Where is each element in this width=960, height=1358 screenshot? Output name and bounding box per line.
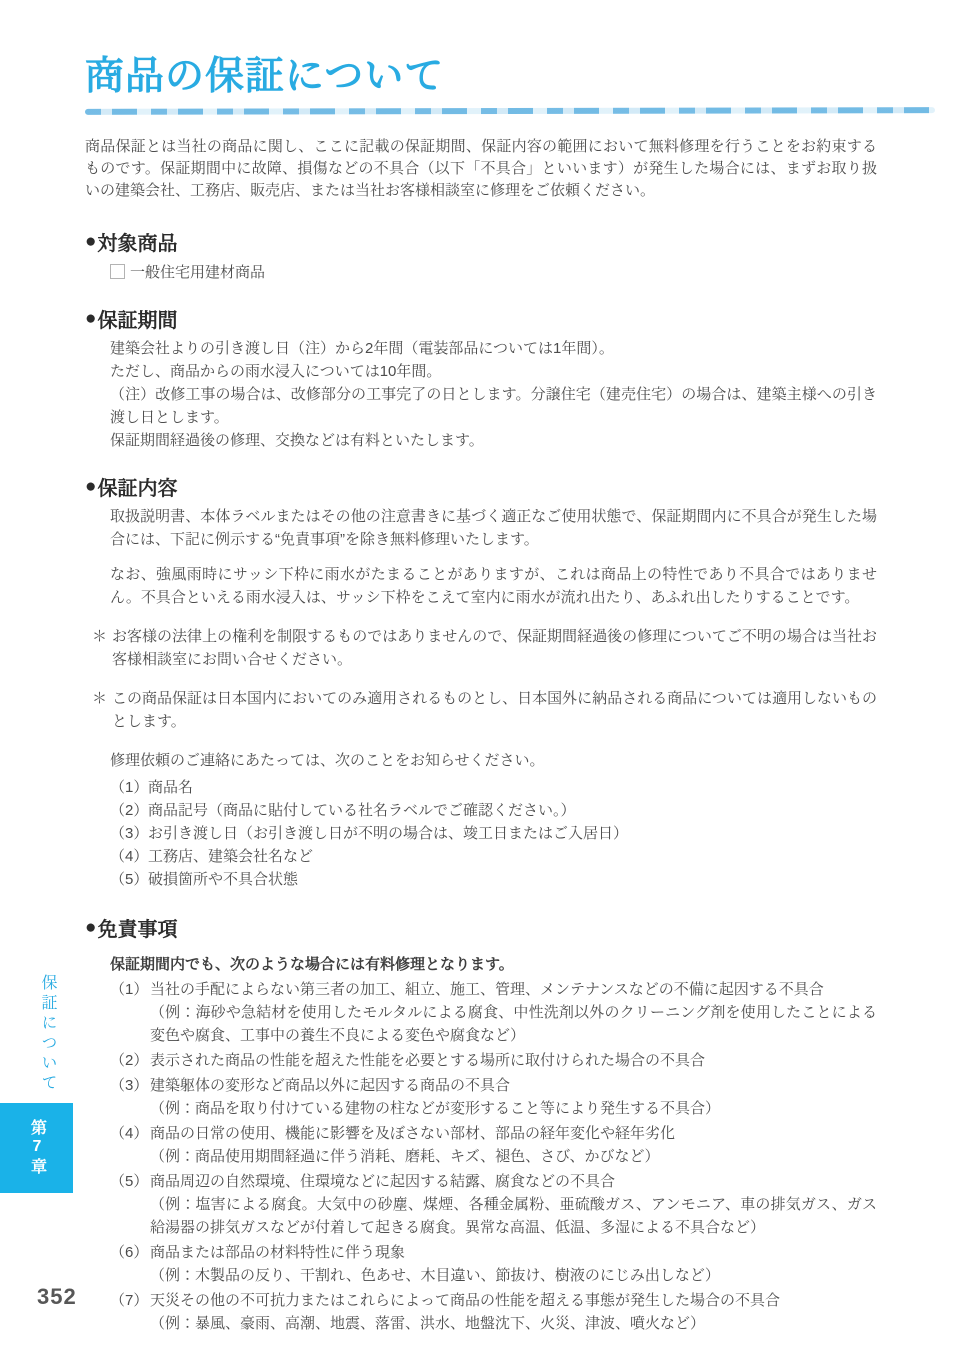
item-number: （3） bbox=[110, 1076, 149, 1094]
section-bullet-icon: ● bbox=[85, 916, 97, 938]
warranty-content-body bbox=[110, 505, 877, 609]
contact-lead: 修理依頼のご連絡にあたっては、次のことをお知らせください。 bbox=[110, 751, 545, 769]
item-text: 建築躯体の変形など商品以外に起因する商品の不具合 bbox=[150, 1076, 511, 1094]
item-number: （6） bbox=[110, 1243, 149, 1261]
item-text: 商品または部品の材料特性に伴う現象 bbox=[150, 1243, 406, 1261]
section-heading-text: 保証内容 bbox=[97, 477, 178, 500]
item-example: （例：木製品の反り、干割れ、色あせ、木目違い、節抜け、樹液のにじみ出しなど） bbox=[150, 1266, 720, 1284]
section-heading-warranty-content bbox=[85, 472, 877, 501]
item-body bbox=[150, 1049, 877, 1072]
item-body bbox=[150, 978, 877, 1047]
item-number: （1） bbox=[110, 980, 149, 998]
item-text: 商品記号（商品に貼付している社名ラベルでご確認ください。） bbox=[148, 801, 576, 819]
legal-note-text: この商品保証は日本国内においてのみ適用されるものとし、日本国外に納品される商品については適用しないものとします。 bbox=[112, 689, 877, 730]
item-text: 天災その他の不可抗力またはこれらによって商品の性能を超える事態が発生した場合の不具合 bbox=[150, 1291, 781, 1309]
contact-item-list bbox=[110, 776, 877, 891]
item-body bbox=[150, 1289, 877, 1335]
section-disclaimer bbox=[85, 913, 877, 1335]
section-bullet-icon: ● bbox=[85, 230, 97, 252]
target-product-item bbox=[110, 261, 877, 284]
item-number: （7） bbox=[110, 1291, 149, 1309]
warranty-content-paragraph: なお、強風雨時にサッシ下枠に雨水がたまることがありますが、これは商品上の特性であり不具合ではありません。不具合といえる雨水浸入は、サッシ下枠をこえて室内に雨水が流れ出たり、あふれ出したりすることです。 bbox=[110, 565, 877, 606]
page-title: 商品の保証について bbox=[85, 55, 445, 98]
contact-item bbox=[110, 776, 877, 799]
target-product-label: 一般住宅用建材商品 bbox=[130, 263, 266, 281]
item-text: お引き渡し日（お引き渡し日が不明の場合は、竣工日またはご入居日） bbox=[148, 824, 629, 842]
item-text: 表示された商品の性能を超えた性能を必要とする場所に取付けられた場合の不具合 bbox=[150, 1051, 706, 1069]
item-text: 当社の手配によらない第三者の加工、組立、施工、管理、メンテナンスなどの不備に起因する不具合 bbox=[150, 980, 824, 998]
section-heading-target-products bbox=[85, 227, 877, 256]
asterisk-icon: ＊ bbox=[92, 689, 108, 707]
legal-note bbox=[92, 625, 877, 671]
chapter-badge bbox=[0, 1103, 73, 1193]
section-heading-text: 免責事項 bbox=[97, 918, 178, 941]
item-number: （4） bbox=[110, 1124, 149, 1142]
item-number: （2） bbox=[110, 801, 149, 819]
item-body bbox=[150, 1241, 877, 1287]
item-example: （例：塩害による腐食。大気中の砂塵、煤煙、各種金属粉、亜硫酸ガス、アンモニア、車の排気ガス、ガス給湯器の排気ガスなどが付着して起きる腐食。異常な高温、低温、多湿による不具合など） bbox=[150, 1195, 877, 1236]
contact-item bbox=[110, 822, 877, 845]
item-number: （4） bbox=[110, 847, 149, 865]
item-text: 商品周辺の自然環境、住環境などに起因する結露、腐食などの不具合 bbox=[150, 1172, 616, 1190]
section-warranty-content bbox=[85, 472, 877, 891]
disclaimer-item bbox=[110, 1122, 877, 1168]
sidebar-section-label: 保証について bbox=[39, 974, 56, 1094]
item-number: （1） bbox=[110, 778, 149, 796]
warranty-period-line: 保証期間経過後の修理、交換などは有料といたします。 bbox=[110, 431, 484, 449]
disclaimer-item bbox=[110, 1170, 877, 1239]
item-text: 商品名 bbox=[148, 778, 194, 796]
page-number: 352 bbox=[37, 1284, 77, 1309]
disclaimer-item bbox=[110, 1289, 877, 1335]
warranty-content-paragraph: 取扱説明書、本体ラベルまたはその他の注意書きに基づく適正なご使用状態で、保証期間内に不具合が発生した場合には、下記に例示する“免責事項”を除き無料修理いたします。 bbox=[110, 507, 877, 548]
warranty-period-line: （注）改修工事の場合は、改修部分の工事完了の日とします。分譲住宅（建売住宅）の場合は、建築主様への引き渡し日とします。 bbox=[110, 385, 877, 426]
section-bullet-icon: ● bbox=[85, 307, 97, 329]
contact-item bbox=[110, 799, 877, 822]
section-target-products bbox=[85, 227, 877, 284]
disclaimer-item bbox=[110, 1074, 877, 1120]
section-warranty-period bbox=[85, 304, 877, 452]
section-heading-warranty-period bbox=[85, 304, 877, 333]
item-text: 商品の日常の使用、機能に影響を及ぼさない部材、部品の経年変化や経年劣化 bbox=[150, 1124, 676, 1142]
checkbox-icon bbox=[110, 264, 125, 279]
section-heading-text: 保証期間 bbox=[97, 309, 178, 332]
contact-item bbox=[110, 845, 877, 868]
title-underline-brush bbox=[85, 107, 935, 115]
main-content bbox=[85, 0, 877, 1335]
disclaimer-item-list bbox=[110, 978, 877, 1335]
disclaimer-item bbox=[110, 978, 877, 1047]
legal-note bbox=[92, 687, 877, 733]
item-body bbox=[150, 1122, 877, 1168]
warranty-period-line: 建築会社よりの引き渡し日（注）から2年間（電装部品については1年間）。 bbox=[110, 339, 614, 357]
disclaimer-item bbox=[110, 1241, 877, 1287]
disclaimer-item bbox=[110, 1049, 877, 1072]
section-heading-disclaimer bbox=[85, 913, 877, 942]
item-example: （例：海砂や急結材を使用したモルタルによる腐食、中性洗剤以外のクリーニング剤を使用したことによる変色や腐食、工事中の養生不良による変色や腐食など） bbox=[150, 1003, 877, 1044]
item-number: （5） bbox=[110, 1172, 149, 1190]
item-body bbox=[150, 1074, 877, 1120]
warranty-period-body bbox=[110, 337, 877, 452]
contact-item bbox=[110, 868, 877, 891]
item-number: （5） bbox=[110, 870, 149, 888]
legal-note-text: お客様の法律上の権利を制限するものではありませんので、保証期間経過後の修理についてご不明の場合は当社お客様相談室にお問い合せください。 bbox=[112, 627, 877, 668]
item-number: （2） bbox=[110, 1051, 149, 1069]
disclaimer-lead: 保証期間内でも、次のような場合には有料修理となります。 bbox=[110, 955, 514, 973]
item-text: 工務店、建築会社名など bbox=[148, 847, 314, 865]
item-body bbox=[150, 1170, 877, 1239]
asterisk-icon: ＊ bbox=[92, 627, 108, 645]
section-bullet-icon: ● bbox=[85, 475, 97, 497]
warranty-period-line: ただし、商品からの雨水浸入については10年間。 bbox=[110, 362, 442, 380]
item-number: （3） bbox=[110, 824, 149, 842]
section-heading-text: 対象商品 bbox=[97, 232, 178, 255]
intro-paragraph: 商品保証とは当社の商品に関し、ここに記載の保証期間、保証内容の範囲において無料修理を行うことをお約束するものです。保証期間中に故障、損傷などの不具合（以下「不具合」といいます）が発生した場合には、まずお取り扱いの建築会社、工務店、販売店、または当社お客様相談室に修理をご依頼ください。 bbox=[85, 137, 877, 199]
item-text: 破損箇所や不具合状態 bbox=[148, 870, 299, 888]
chapter-badge-label: 第7章 bbox=[28, 1119, 46, 1177]
item-example: （例：商品を取り付けている建物の柱などが変形すること等により発生する不具合） bbox=[150, 1099, 721, 1117]
item-example: （例：暴風、豪雨、高潮、地震、落雷、洪水、地盤沈下、火災、津波、噴火など） bbox=[150, 1314, 706, 1332]
item-example: （例：商品使用期間経過に伴う消耗、磨耗、キズ、褪色、さび、かびなど） bbox=[150, 1147, 660, 1165]
